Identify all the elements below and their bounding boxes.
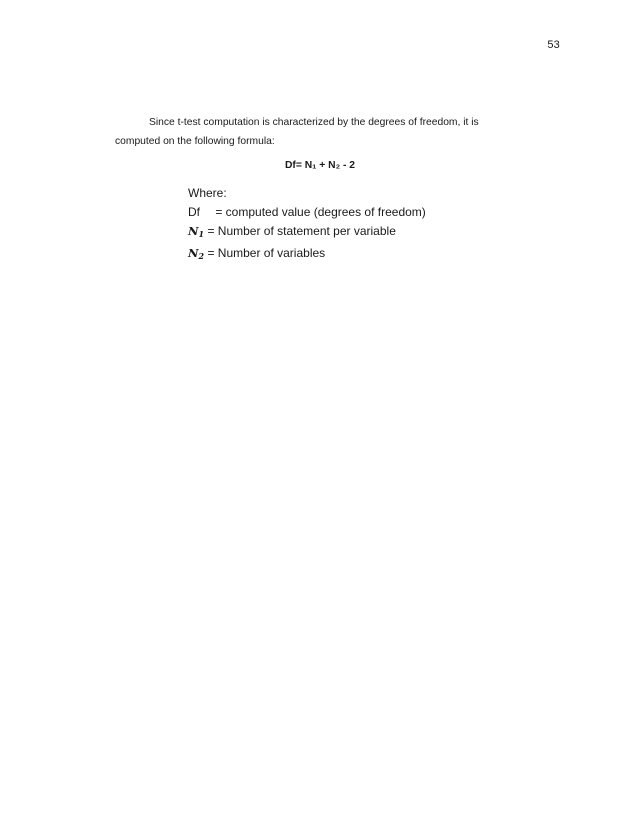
n2-symbol-base: N	[188, 246, 199, 260]
where-heading: Where:	[188, 186, 227, 200]
n2-definition-row	[188, 244, 426, 266]
n1-description: = Number of statement per variable	[207, 224, 396, 238]
page-number: 53	[547, 39, 560, 51]
n1-symbol	[188, 224, 204, 238]
where-block	[188, 184, 426, 266]
n1-symbol-base: N	[188, 224, 199, 238]
df-definition-row	[188, 203, 426, 222]
df-description: = computed value (degrees of freedom)	[215, 205, 426, 219]
n2-description: = Number of variables	[207, 246, 326, 260]
n2-symbol	[188, 246, 204, 260]
n1-definition-row	[188, 222, 426, 244]
body-paragraph	[115, 113, 525, 151]
df-formula: Df= N₁ + N₂ - 2	[284, 160, 356, 171]
paragraph-line-1: Since t-test computation is characterized by the degrees of freedom, it is	[149, 117, 479, 128]
n1-symbol-subscript: 1	[198, 229, 205, 239]
n2-symbol-subscript: 2	[198, 251, 205, 261]
paragraph-line-2: computed on the following formula:	[115, 136, 275, 147]
df-symbol: Df	[188, 205, 200, 219]
